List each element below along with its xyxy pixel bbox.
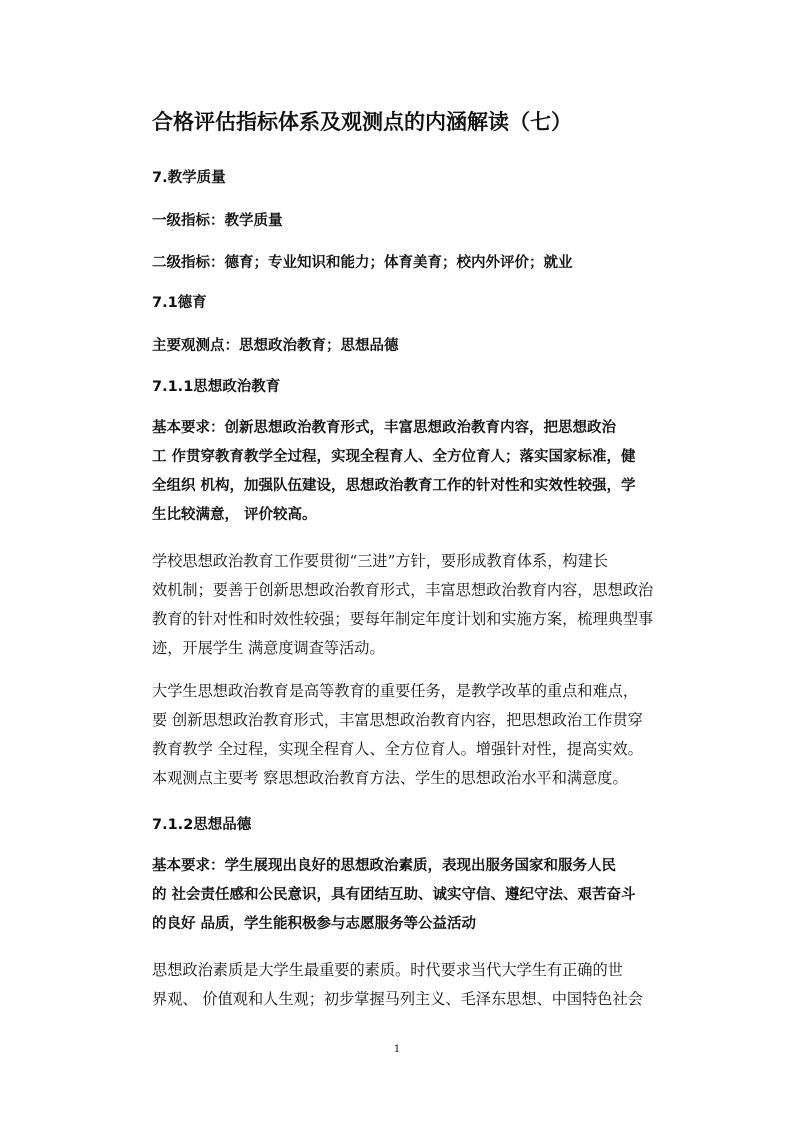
point-712-requirement bbox=[152, 852, 692, 939]
document-title: 合格评估指标体系及观测点的内涵解读（七） bbox=[152, 110, 572, 134]
paragraph-line: 界观、 价值观和人生观；初步掌握马列主义、毛泽东思想、中国特色社会 bbox=[152, 990, 643, 1008]
level2-indicators: 二级指标：德育；专业知识和能力；体育美育；校内外评价；就业 bbox=[152, 255, 573, 271]
paragraph-line: 迹，开展学生 满意度调查等活动。 bbox=[152, 639, 385, 657]
main-observation-points: 主要观测点：思想政治教育；思想品德 bbox=[152, 338, 399, 354]
point-711-heading: 7.1.1思想政治教育 bbox=[152, 379, 281, 395]
point-711-paragraph-1 bbox=[152, 547, 692, 663]
subsection-heading: 7.1德育 bbox=[152, 295, 207, 311]
requirement-line: 基本要求：创新思想政治教育形式，丰富思想政治教育内容，把思想政治 bbox=[152, 420, 616, 436]
point-711-requirement bbox=[152, 414, 692, 530]
requirement-line: 的良好 品质，学生能积极参与志愿服务等公益活动 bbox=[152, 916, 477, 932]
requirement-line: 的 社会责任感和公民意识，具有团结互助、诚实守信、遵纪守法、艰苦奋斗 bbox=[152, 887, 636, 903]
point-712-paragraph-1 bbox=[152, 956, 692, 1014]
paragraph-line: 本观测点主要考 察思想政治教育方法、学生的思想政治水平和满意度。 bbox=[152, 769, 628, 787]
level1-indicator: 一级指标：教学质量 bbox=[152, 213, 283, 229]
paragraph-line: 效机制；要善于创新思想政治教育形式，丰富思想政治教育内容，思想政治 bbox=[152, 581, 654, 599]
paragraph-line: 思想政治素质是大学生最重要的素质。时代要求当代大学生有正确的世 bbox=[152, 961, 623, 979]
section-heading: 7.教学质量 bbox=[152, 170, 226, 186]
requirement-line: 工 作贯穿教育教学全过程，实现全程育人、全方位育人；落实国家标准，健 bbox=[152, 449, 636, 465]
paragraph-line: 教育教学 全过程，实现全程育人、全方位育人。增强针对性，提高实效。 bbox=[152, 740, 643, 758]
requirement-line: 基本要求：学生展现出良好的思想政治素质，表现出服务国家和服务人民 bbox=[152, 858, 616, 874]
point-712-heading: 7.1.2思想品德 bbox=[152, 817, 252, 833]
paragraph-line: 要 创新思想政治教育形式，丰富思想政治教育内容，把思想政治工作贯穿 bbox=[152, 711, 643, 729]
page-number: 1 bbox=[393, 1044, 401, 1055]
paragraph-line: 学校思想政治教育工作要贯彻“三进”方针，要形成教育体系，构建长 bbox=[152, 552, 608, 570]
point-711-paragraph-2 bbox=[152, 677, 692, 793]
paragraph-line: 大学生思想政治教育是高等教育的重要任务，是教学改革的重点和难点， bbox=[152, 682, 638, 700]
paragraph-line: 教育的针对性和时效性较强；要每年制定年度计划和实施方案，梳理典型事 bbox=[152, 610, 654, 628]
requirement-line: 生比较满意， 评价较高。 bbox=[152, 507, 317, 523]
requirement-line: 全组织 机构，加强队伍建设，思想政治教育工作的针对性和实效性较强，学 bbox=[152, 478, 636, 494]
